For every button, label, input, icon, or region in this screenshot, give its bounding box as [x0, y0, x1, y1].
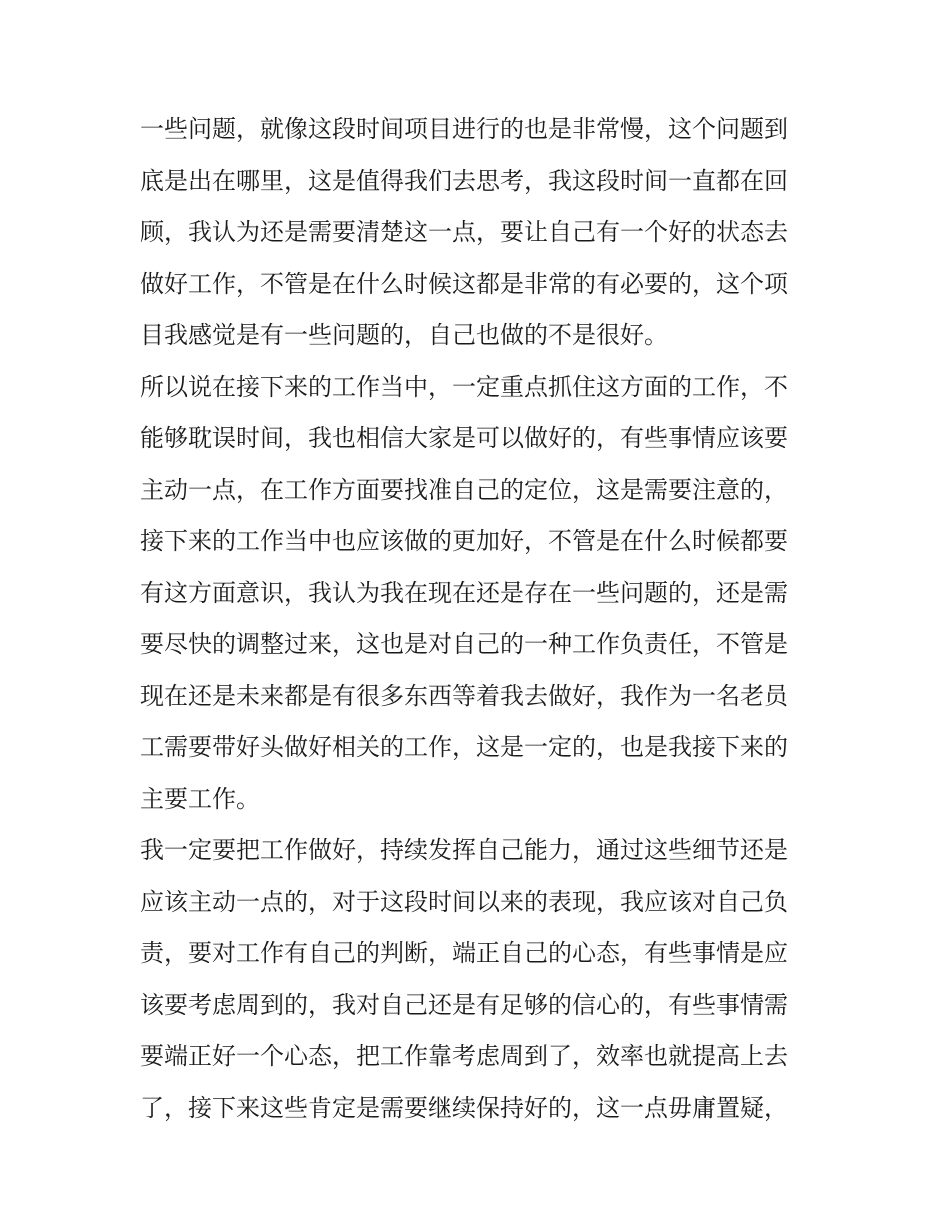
text-line: 工需要带好头做好相关的工作，这是一定的，也是我接下来的 — [140, 733, 788, 761]
text-line: 该要考虑周到的，我对自己还是有足够的信心的，有些事情需 — [140, 990, 788, 1019]
text-line: 应该主动一点的，对于这段时间以来的表现，我应该对自己负 — [140, 887, 788, 916]
text-line: 现在还是未来都是有很多东西等着我去做好，我作为一名老员 — [140, 681, 788, 710]
text-line: 主动一点，在工作方面要找准自己的定位，这是需要注意的， — [140, 475, 788, 504]
text-line: 了，接下来这些肯定是需要继续保持好的，这一点毋庸置疑， — [140, 1093, 788, 1122]
document-body — [140, 104, 820, 1134]
text-line: 责，要对工作有自己的判断，端正自己的心态，有些事情是应 — [140, 939, 788, 967]
text-line: 能够耽误时间，我也相信大家是可以做好的，有些事情应该要 — [140, 424, 788, 452]
text-line: 顾，我认为还是需要清楚这一点，要让自己有一个好的状态去 — [140, 218, 788, 246]
text-line: 所以说在接下来的工作当中，一定重点抓住这方面的工作，不 — [140, 372, 788, 401]
text-line: 目我感觉是有一些问题的，自己也做的不是很好。 — [140, 321, 668, 349]
text-line: 底是出在哪里，这是值得我们去思考，我这段时间一直都在回 — [140, 166, 788, 195]
text-line: 接下来的工作当中也应该做的更加好，不管是在什么时候都要 — [140, 527, 788, 555]
text-line: 我一定要把工作做好，持续发挥自己能力，通过这些细节还是 — [140, 836, 788, 864]
text-line: 要尽快的调整过来，这也是对自己的一种工作负责任，不管是 — [140, 630, 788, 658]
text-line: 要端正好一个心态，把工作靠考虑周到了，效率也就提高上去 — [140, 1042, 788, 1070]
text-line: 一些问题，就像这段时间项目进行的也是非常慢，这个问题到 — [140, 115, 788, 143]
text-line: 主要工作。 — [140, 784, 260, 813]
text-line: 有这方面意识，我认为我在现在还是存在一些问题的，还是需 — [140, 578, 788, 607]
text-line: 做好工作，不管是在什么时候这都是非常的有必要的，这个项 — [140, 269, 788, 298]
